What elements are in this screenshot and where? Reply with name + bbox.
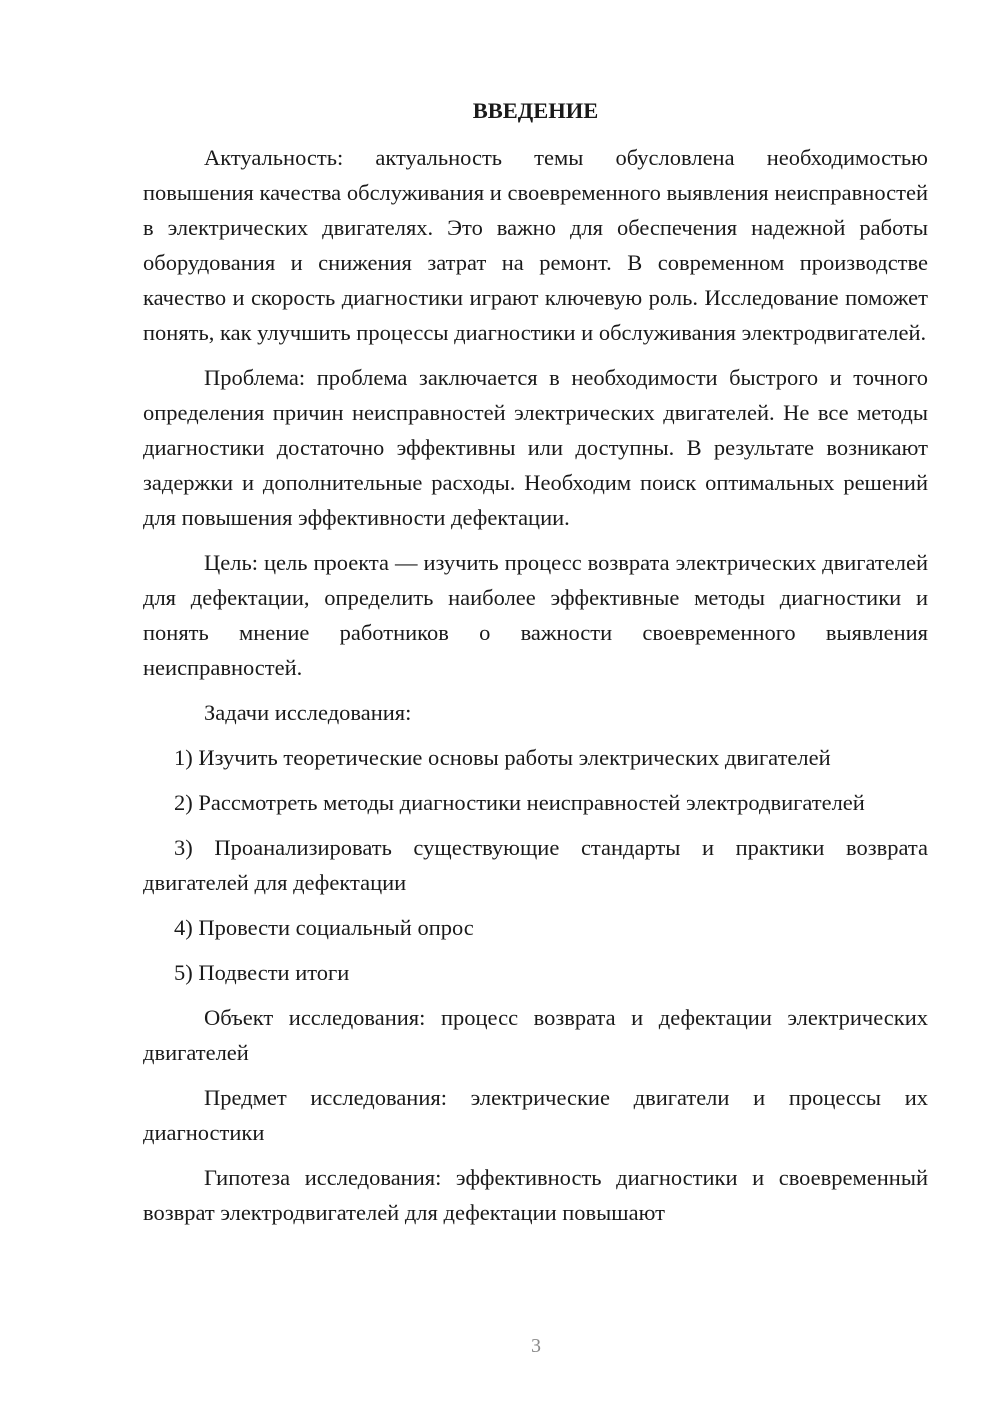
task-item: 5) Подвести итоги <box>174 960 350 985</box>
page-number: 3 <box>531 1335 541 1357</box>
paragraph-object: Объект исследования: процесс возврата и дефектации электрических двигателей <box>143 1005 928 1065</box>
task-item: 4) Провести социальный опрос <box>174 915 474 940</box>
paragraph-hypothesis: Гипотеза исследования: эффективность диагностики и своевременный возврат электродвигателей для дефектации повышают <box>143 1165 928 1225</box>
paragraph-subject: Предмет исследования: электрические двигатели и процессы их диагностики <box>143 1085 928 1145</box>
task-item: 1) Изучить теоретические основы работы электрических двигателей <box>174 745 831 770</box>
task-item: 3) Проанализировать существующие стандарты и практики возврата двигателей для дефектации <box>143 835 928 895</box>
paragraph-problem: Проблема: проблема заключается в необходимости быстрого и точного определения причин неисправностей электрических двигателей. Не все методы диагностики достаточно эффективны или доступны. В результате возникают задержки и дополнительные расходы. Необходим поиск оптимальных решений для повышения эффективности дефектации. <box>143 365 928 530</box>
paragraph-goal: Цель: цель проекта — изучить процесс возврата электрических двигателей для дефектации, определить наиболее эффективные методы диагностики и понять мнение работников о важности своевременного выявления неисправностей. <box>143 550 928 680</box>
paragraph-relevance: Актуальность: актуальность темы обусловлена необходимостью повышения качества обслуживания и своевременного выявления неисправностей в электрических двигателях. Это важно для обеспечения надежной работы оборудования и снижения затрат на ремонт. В современном производстве качество и скорость диагностики играют ключевую роль. Исследование поможет понять, как улучшить процессы диагностики и обслуживания электродвигателей. <box>143 145 928 345</box>
paragraph-tasks-heading: Задачи исследования: <box>204 700 412 725</box>
section-title: ВВЕДЕНИЕ <box>472 98 599 123</box>
page-content <box>143 96 928 1240</box>
task-item: 2) Рассмотреть методы диагностики неисправностей электродвигателей <box>174 790 865 815</box>
